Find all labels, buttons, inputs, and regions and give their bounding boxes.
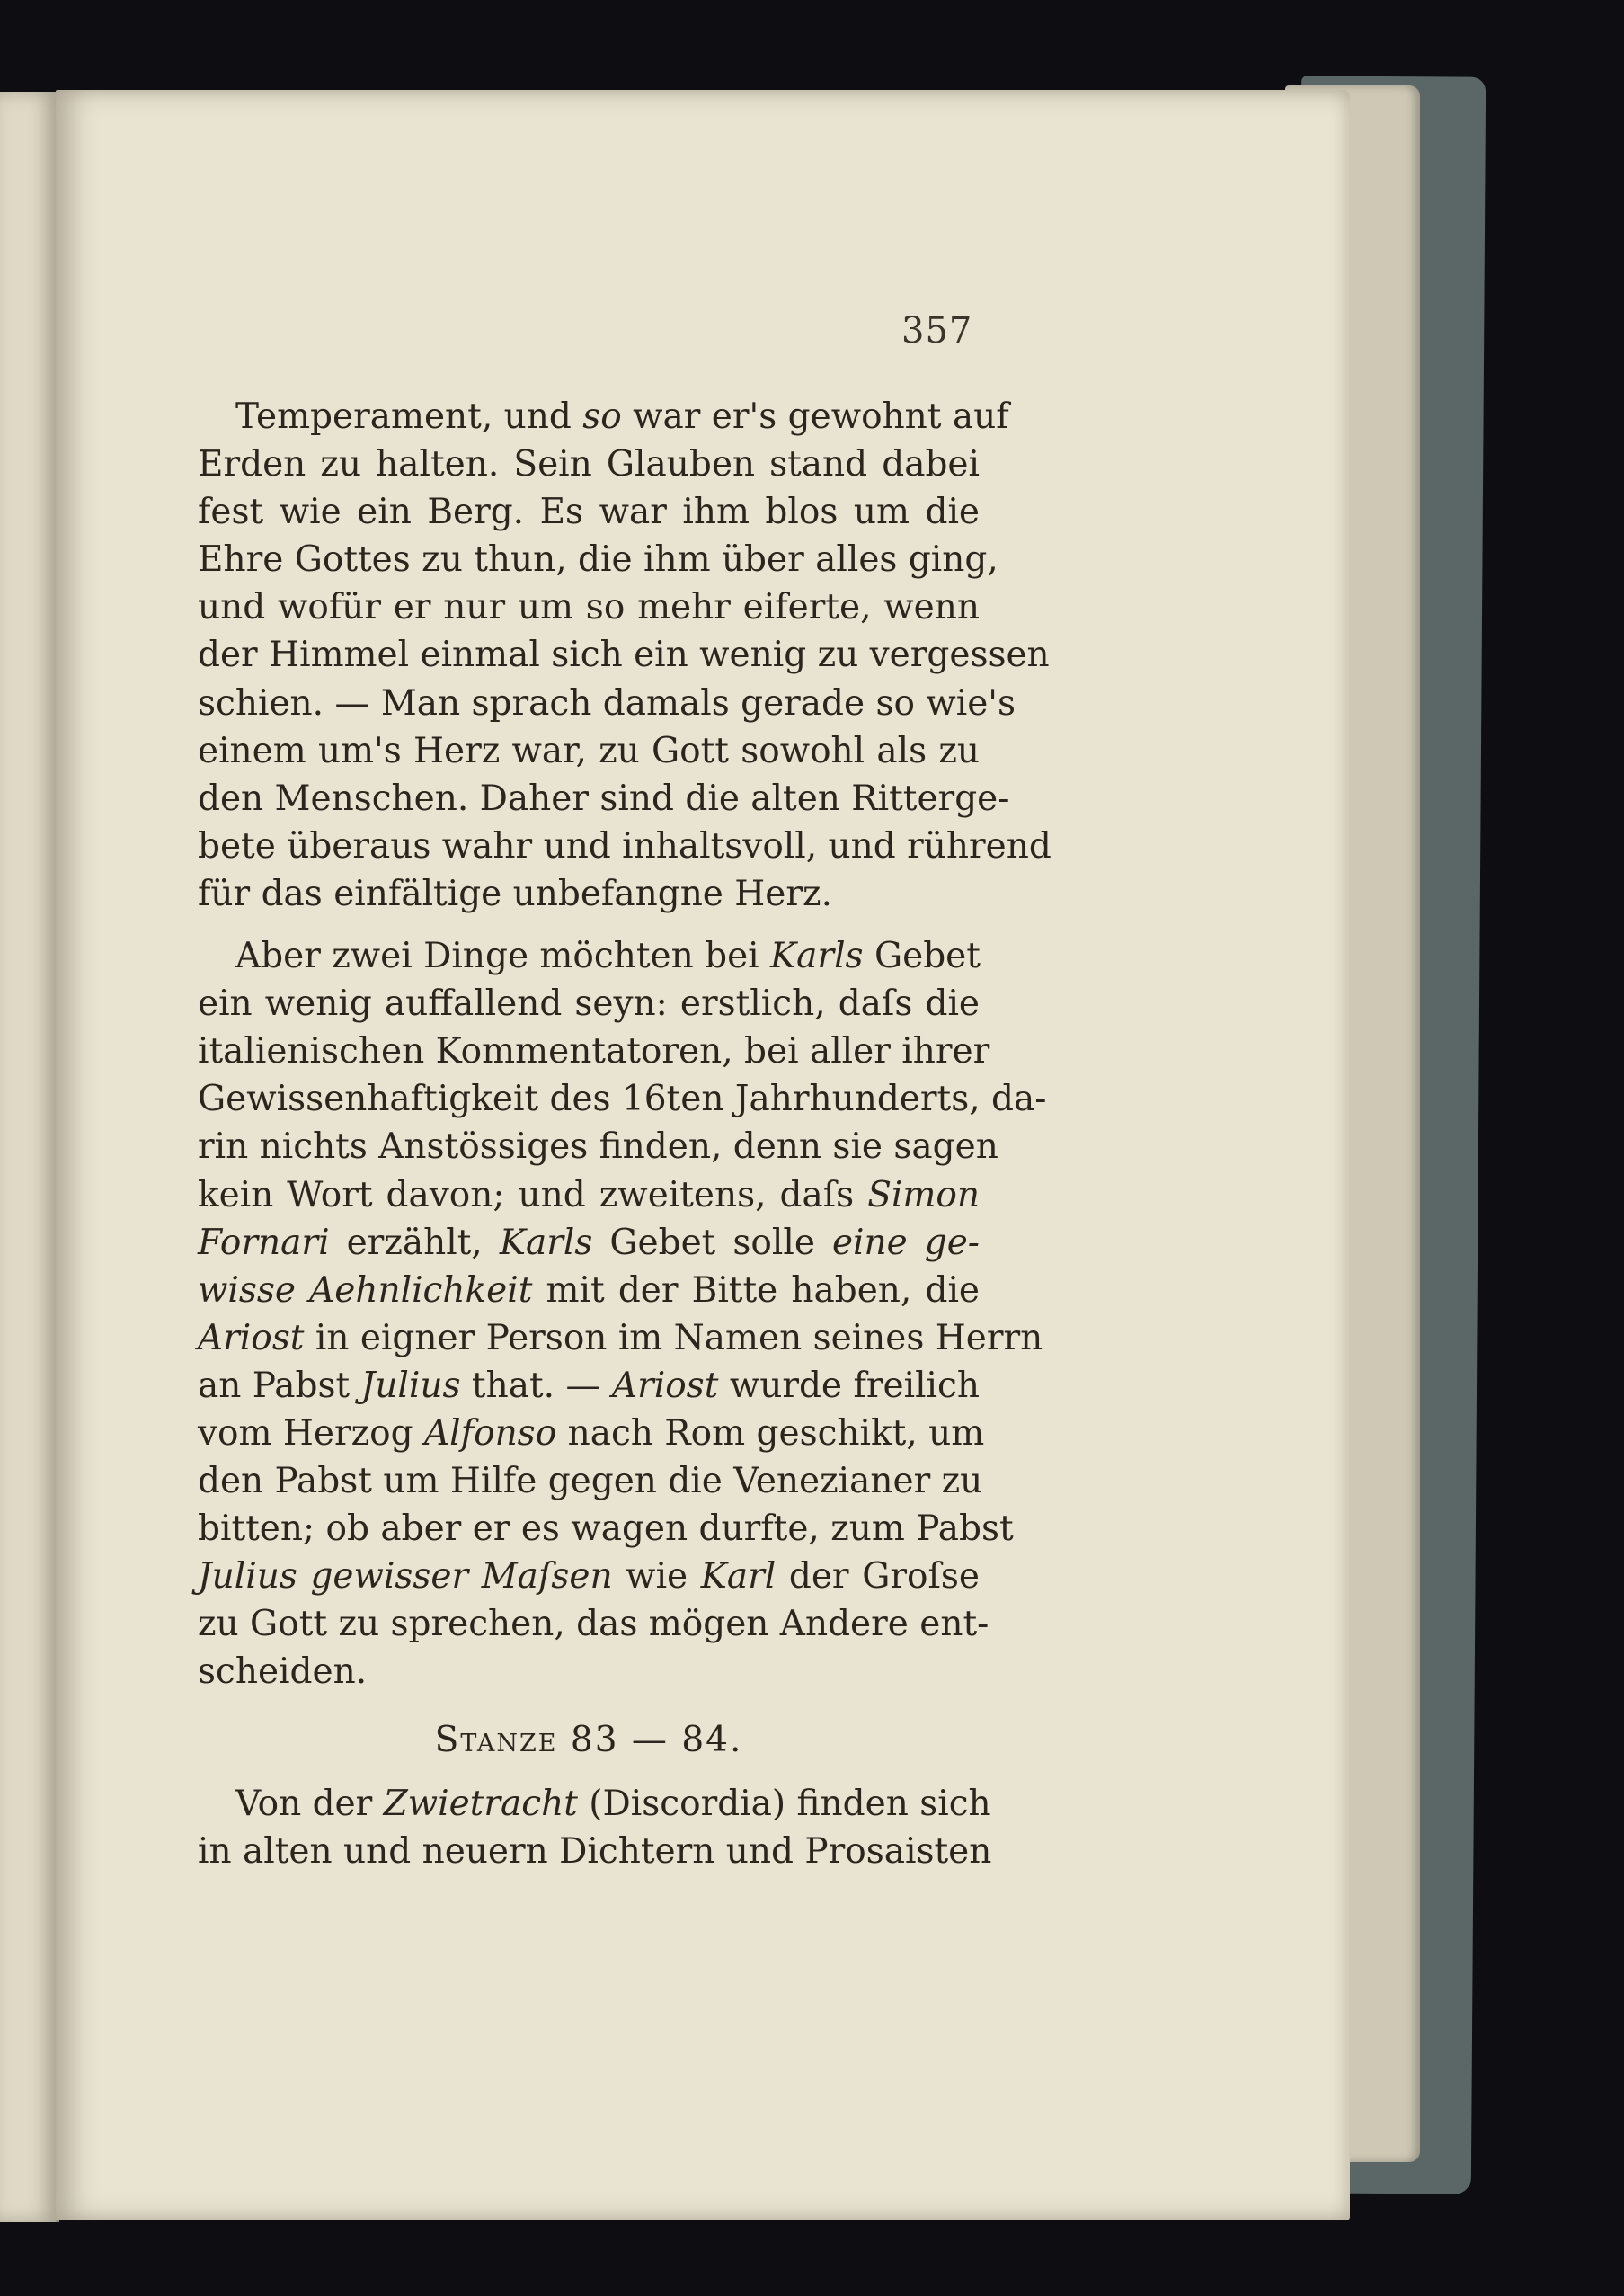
text-run: wie <box>612 1556 701 1597</box>
text-line <box>198 870 980 918</box>
text-run: rin nichts Anstössiges finden, denn sie sagen <box>198 1126 998 1168</box>
text-run: (Discordia) finden sich <box>577 1783 991 1824</box>
italic-text: wisse Aehnlichkeit <box>198 1269 533 1311</box>
italic-text: Simon <box>867 1174 980 1215</box>
text-line <box>198 1457 983 1505</box>
text-run: that. — <box>460 1365 612 1406</box>
italic-text: Karls <box>499 1222 593 1263</box>
italic-text: Alfonso <box>424 1412 557 1454</box>
text-run: wurde freilich <box>718 1365 980 1406</box>
text-run: in alten und neuern Dichtern und Prosaisten <box>198 1830 992 1872</box>
text-run: den Menschen. Daher sind die alten Ritterge- <box>198 778 1010 819</box>
text-run: einem um's Herz war, zu Gott sowohl als zu <box>198 730 980 771</box>
facing-page-edge <box>0 92 59 2222</box>
text-run: mit der Bitte haben, die <box>532 1269 980 1311</box>
text-run: scheiden. <box>198 1651 368 1693</box>
text-run: Gewissenhaftigkeit des 16ten Jahrhunderts, da- <box>198 1079 1047 1120</box>
italic-text: Karls <box>770 936 864 977</box>
text-run: Von der <box>235 1783 384 1824</box>
text-run: nach Rom geschikt, um <box>556 1412 985 1454</box>
text-run: Gebet solle <box>592 1222 832 1263</box>
text-run: fest wie ein Berg. Es war ihm blos um die <box>198 492 980 533</box>
text-line <box>198 1267 980 1314</box>
text-run: und wofür er nur um so mehr eiferte, wenn <box>198 587 980 628</box>
section-heading: Stanze 83 — 84. <box>434 1719 743 1760</box>
text-run: zu Gott zu sprechen, das mögen Andere ent- <box>198 1604 989 1645</box>
italic-text: Julius gewisser Maſsen <box>198 1556 613 1597</box>
text-line <box>198 536 998 583</box>
text-run: Aber zwei Dinge möchten bei <box>235 936 771 977</box>
italic-text: Zwietracht <box>383 1783 578 1824</box>
text-line <box>198 1505 1014 1553</box>
text-line <box>198 775 1010 823</box>
text-run: war er's gewohnt auf <box>621 396 1009 437</box>
text-line <box>198 932 980 980</box>
text-run: Temperament, und <box>235 396 583 437</box>
text-line <box>198 1171 980 1219</box>
text-run: italienischen Kommentatoren, bei aller ihrer <box>198 1031 990 1072</box>
text-line <box>198 680 1016 727</box>
text-line <box>198 631 1050 679</box>
text-run: Ehre Gottes zu thun, die ihm über alles ging, <box>198 539 998 581</box>
text-line <box>198 1314 1043 1362</box>
text-line <box>198 441 980 488</box>
text-line <box>198 1828 992 1875</box>
paragraph <box>198 393 1052 918</box>
text-run: kein Wort davon; und zweitens, daſs <box>198 1174 868 1215</box>
text-line <box>198 393 1009 441</box>
text-line <box>198 1075 1047 1123</box>
paragraph <box>198 932 1047 1696</box>
italic-text: so <box>582 396 622 437</box>
text-line <box>198 1648 980 1695</box>
text-run: erzählt, <box>329 1222 500 1263</box>
text-line <box>198 1028 990 1075</box>
paragraph <box>198 1780 992 1875</box>
italic-text: Ariost <box>611 1365 719 1406</box>
italic-text: Karl <box>700 1556 777 1597</box>
text-run: schien. — Man sprach damals gerade so wie's <box>198 682 1016 724</box>
italic-text: Fornari <box>198 1222 330 1263</box>
text-run: der Groſse <box>776 1556 981 1597</box>
text-line <box>198 488 980 536</box>
text-run: für das einfältige unbefangne Herz. <box>198 873 832 914</box>
text-run: ein wenig auffallend seyn: erstlich, daſs die <box>198 983 980 1025</box>
text-run: Gebet <box>863 936 981 977</box>
text-line <box>198 1362 980 1410</box>
text-line <box>198 583 980 631</box>
text-run: bitten; ob aber er es wagen durfte, zum Pabst <box>198 1508 1014 1550</box>
italic-text: Ariost <box>198 1317 305 1358</box>
text-line <box>198 980 980 1028</box>
text-line <box>198 1780 991 1828</box>
italic-text: eine ge- <box>831 1222 980 1263</box>
text-line <box>198 823 1052 870</box>
text-run: an Pabst <box>198 1365 361 1406</box>
text-run: Erden zu halten. Sein Glauben stand dabei <box>198 444 980 485</box>
text-run: der Himmel einmal sich ein wenig zu vergessen <box>198 635 1050 676</box>
text-run: vom Herzog <box>198 1412 425 1454</box>
text-line <box>198 1123 998 1170</box>
text-line <box>198 1600 989 1648</box>
body-text <box>198 393 1052 1875</box>
text-line <box>198 1553 980 1600</box>
text-run: bete überaus wahr und inhaltsvoll, und rührend <box>198 825 1052 867</box>
text-line <box>198 727 980 775</box>
text-line <box>198 1219 980 1267</box>
page-number: 357 <box>901 310 973 352</box>
text-run: in eigner Person im Namen seines Herrn <box>304 1317 1043 1358</box>
text-run: den Pabst um Hilfe gegen die Venezianer zu <box>198 1461 983 1502</box>
text-line <box>198 1410 985 1457</box>
italic-text: Julius <box>360 1365 461 1406</box>
